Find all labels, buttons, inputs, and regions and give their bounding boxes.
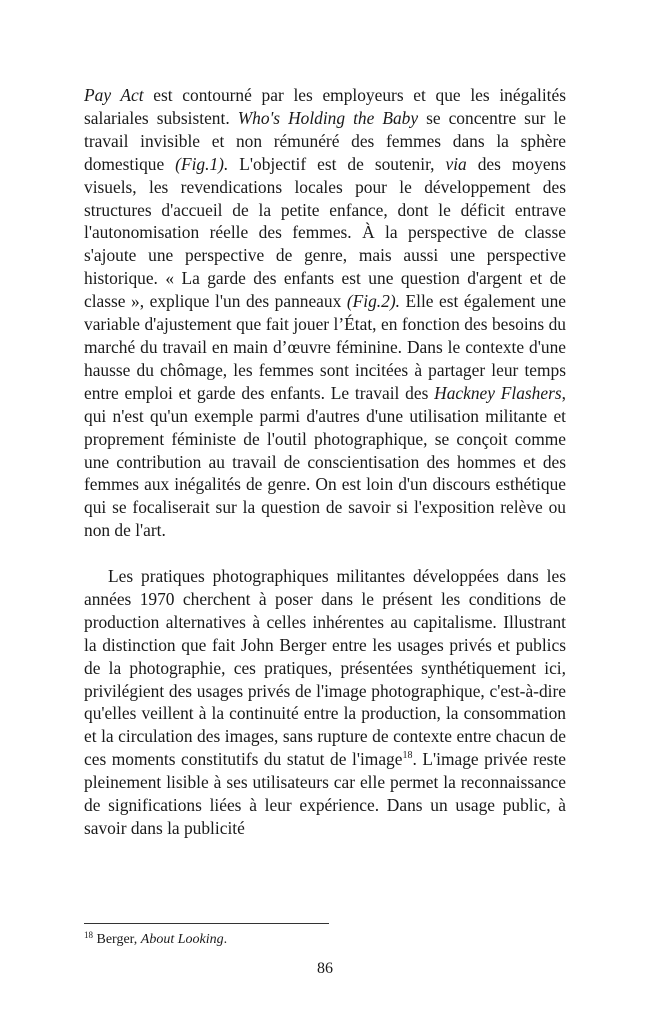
text-run: Les pratiques photographiques militantes développées dans les années 1970 cherchent à poser dans le présent les conditions de production alternatives à celles inhérentes au capitalisme. Illustrant la distinction que fait John Berger entre les usages privés et publics de la photographie, ces pratiques, présentées synthétiquement ici, privilégient des usages privés de l'image photographique, c'est-à-dire qu'elles veillent à la continuité entre la production, la consommation et la circulation des images, sans rupture de contexte entre chacun de ces moments constitutifs du statut de l'image xyxy=(84,566,566,770)
footnote-end: . xyxy=(223,932,228,947)
figure-reference: (Fig.1). xyxy=(175,153,229,174)
text-run: Elle est également une variable d'ajustement que fait jouer l’État, en fonction des besoins du marché du travail en main d’œuvre féminine. Dans le contexte d'une hausse du chômage, les femmes sont incitées à partager leur temps entre emploi et garde des enfants. Le travail des xyxy=(84,291,566,403)
footnote-divider xyxy=(84,923,329,924)
text-run: est contourné par les employeurs et que les inégalités salariales subsistent. xyxy=(84,85,566,128)
footnote xyxy=(84,931,227,949)
footnote-number: 18 xyxy=(84,930,93,940)
footnote-reference[interactable]: 18 xyxy=(402,750,413,762)
emphasis: Who's Holding the Baby xyxy=(237,107,419,128)
text-run: se concentre sur le travail invisible et non rémunéré des femmes dans la sphère domestique xyxy=(84,107,567,174)
emphasis: Pay Act xyxy=(84,85,144,105)
text-run: , qui n'est qu'un exemple parmi d'autres d'une utilisation militante et proprement féministe de l'outil photographique, se conçoit comme une contribution au travail de conscientisation des hommes et des femmes aux inégalités de genre. On est loin d'un discours esthétique qui se focaliserait sur la question de savoir si l'exposition relève ou non de l'art. xyxy=(84,382,566,541)
emphasis: via xyxy=(445,153,467,174)
figure-reference: (Fig.2). xyxy=(346,291,400,312)
text-run: . L'image privée reste pleinement lisible à ses utilisateurs car elle permet la reconnaissance de significations liées à leur expérience. Dans un usage public, à savoir dans la publicité xyxy=(84,749,566,838)
body-text xyxy=(84,84,566,840)
text-run: L'objectif est de soutenir, xyxy=(228,153,446,174)
page-number: 86 xyxy=(317,960,333,977)
paragraph-2 xyxy=(84,565,566,840)
text-run: des moyens visuels, les revendications locales pour le développement des structures d'accueil de la petite enfance, dont le déficit entrave l'autonomisation réelle des femmes. À la perspective de classe s'ajoute une perspective de genre, mais aussi une perspective historique. « La garde des enfants est une question d'argent et de classe », explique l'un des panneaux xyxy=(84,153,566,312)
emphasis: Hackney Flashers xyxy=(434,382,562,403)
footnote-author: Berger, xyxy=(93,932,141,947)
paragraph-1 xyxy=(84,84,566,542)
footnote-title: About Looking xyxy=(140,932,224,947)
